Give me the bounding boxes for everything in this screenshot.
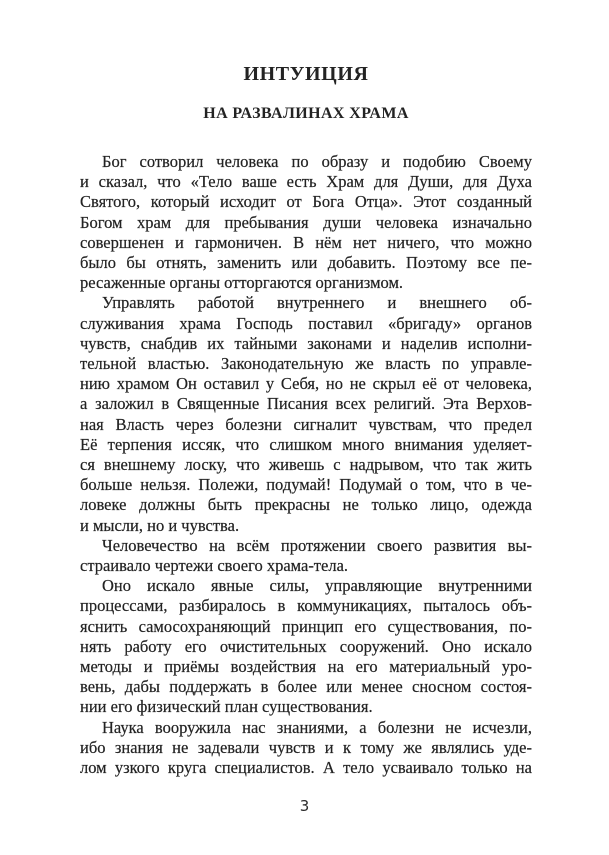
text-line: лом узкого круга специалистов. А тело усваивало только на xyxy=(80,758,532,778)
paragraph xyxy=(80,718,532,779)
text-line: яснить самосохраняющий принцип его существования, по- xyxy=(80,616,532,636)
section-title: НА РАЗВАЛИНАХ ХРАМА xyxy=(203,105,409,122)
text-line: служивания храма Господь поставил «бригаду» органов xyxy=(80,313,532,333)
text-line: ная Власть через болезни сигналит чувствам, что предел xyxy=(80,414,532,434)
text-line: Человечество на всём протяжении своего развития вы- xyxy=(102,535,532,555)
text-line: нию храмом Он оставил у Себя, но не скрыл её от человека, xyxy=(80,374,532,394)
text-line: совершенен и гармоничен. В нём нет ничего, что можно xyxy=(80,232,532,252)
text-line: и мысли, но и чувства. xyxy=(80,515,240,535)
text-line: больше нельзя. Полежи, подумай! Подумай о том, что в че- xyxy=(80,475,532,495)
text-line: Наука вооружила нас знаниями, а болезни не исчезли, xyxy=(102,717,532,737)
chapter-title: ИНТУИЦИЯ xyxy=(243,63,369,85)
paragraph xyxy=(80,536,532,576)
text-line: Богом храм для пребывания души человека изначально xyxy=(80,212,532,232)
text-line: нять работу его очистительных сооружений. Оно искало xyxy=(80,636,532,656)
text-line: тельной властью. Законодательную же власть по управле- xyxy=(80,354,532,374)
text-line: чувств, снабдив их тайными законами и наделив исполни- xyxy=(80,333,532,353)
text-line: Святого, который исходит от Бога Отца». Этот созданный xyxy=(80,192,532,212)
text-line: нии его физический план существования. xyxy=(80,697,373,717)
text-line: ся внешнему лоску, что живешь с надрывом, что так жить xyxy=(80,455,532,475)
text-line: Управлять работой внутреннего и внешнего об- xyxy=(102,293,532,313)
page-number: 3 xyxy=(299,797,310,815)
text-line: было бы отнять, заменить или добавить. Поэтому все пе- xyxy=(80,253,532,273)
text-line: ресаженные органы отторгаются организмом. xyxy=(80,273,404,293)
body-text xyxy=(80,152,532,778)
paragraph xyxy=(80,576,532,717)
text-line: Её терпения иссяк, что слишком много внимания уделяет- xyxy=(80,434,532,454)
text-line: вень, дабы поддержать в более или менее сносном состоя- xyxy=(80,677,532,697)
page-content xyxy=(0,62,609,778)
text-line: Бог сотворил человека по образу и подобию Своему xyxy=(102,152,532,171)
text-line: методы и приёмы воздействия на его материальный уро- xyxy=(80,657,532,677)
text-line: и сказал, что «Тело ваше есть Храм для Души, для Духа xyxy=(80,172,532,192)
text-line: а заложил в Священные Писания всех религий. Эта Верхов- xyxy=(80,394,532,414)
text-line: ибо знания не задевали чувств и к тому же являлись уде- xyxy=(80,737,532,757)
paragraph xyxy=(80,293,532,535)
text-line: страивало чертежи своего храма-тела. xyxy=(80,556,349,576)
text-line: процессами, разбиралось в коммуникациях, пыталось объ- xyxy=(80,596,532,616)
text-line: ловеке должны быть прекрасны не только лицо, одежда xyxy=(80,495,532,515)
paragraph xyxy=(80,152,532,293)
text-line: Оно искало явные силы, управляющие внутренними xyxy=(102,576,532,596)
